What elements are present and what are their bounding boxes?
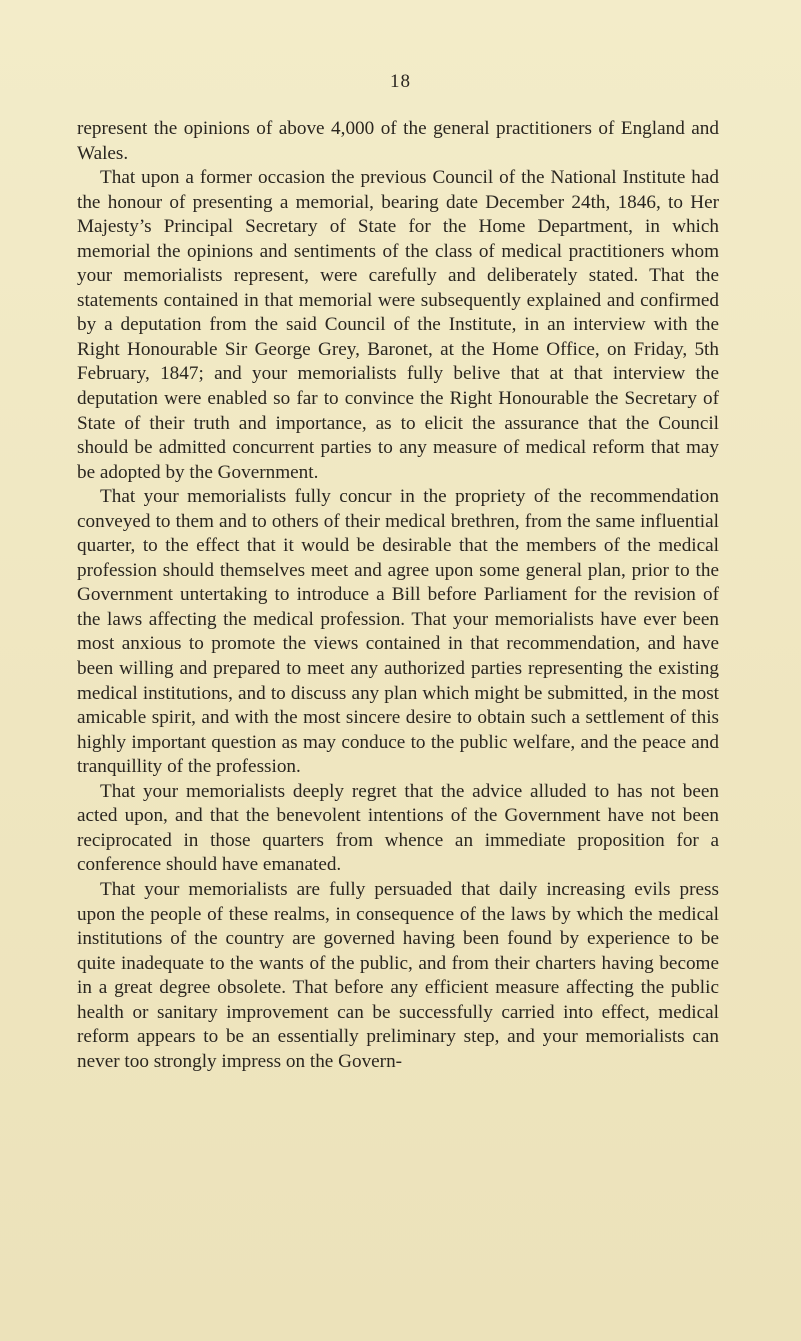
page-number: 18 — [390, 71, 411, 92]
body-text — [77, 117, 719, 1074]
paragraph: That your memorialists fully concur in the propriety of the recommendation conveyed to them and to others of their medical brethren, from the same influential quarter, to the effect that it would be desirable that the members of the medical profession should themselves meet and agree upon some general plan, prior to the Government untertaking to introduce a Bill before Parliament for the revision of the laws affecting the medical profession. That your memorialists have ever been most anxious to promote the views contained in that recommendation, and have been willing and prepared to meet any authorized parties representing the existing medical institutions, and to discuss any plan which might be submitted, in the most amicable spirit, and with the most sincere desire to obtain such a settlement of this highly important question as may conduce to the public welfare, and the peace and tranquillity of the profession. — [77, 486, 719, 778]
paragraph: That upon a former occasion the previous Council of the National Institute had the honour of presenting a memorial, bearing date December 24th, 1846, to Her Majesty’s Principal Secretary of State for the Home Department, in which memorial the opinions and sentiments of the class of medical practitioners whom your memorialists represent, were carefully and deliberately stated. That the statements contained in that memorial were subsequently explained and confirmed by a deputation from the said Council of the Institute, in an interview with the Right Honourable Sir George Grey, Baronet, at the Home Office, on Friday, 5th February, 1847; and your memorialists fully belive that at that interview the deputation were enabled so far to convince the Right Honourable the Secretary of State of their truth and importance, as to elicit the assurance that the Council should be admitted concurrent parties to any measure of medical reform that may be adopted by the Government. — [77, 167, 719, 483]
paragraph: That your memorialists are fully persuaded that daily increasing evils press upon the people of these realms, in consequence of the laws by which the medical institutions of the country are governed having been found by experience to be quite inadequate to the wants of the public, and from their charters having become in a great degree obsolete. That before any efficient measure affecting the public health or sanitary improvement can be successfully carried into effect, medical reform appears to be an essentially preliminary step, and your memorialists can never too strongly impress on the Govern- — [77, 878, 719, 1072]
paragraph: That your memorialists deeply regret that the advice alluded to has not been acted upon, and that the benevolent intentions of the Government have not been reciprocated in those quarters from whence an immediate proposition for a conference should have emanated. — [77, 780, 719, 876]
paragraph: represent the opinions of above 4,000 of the general practitioners of England and Wales. — [77, 118, 719, 164]
